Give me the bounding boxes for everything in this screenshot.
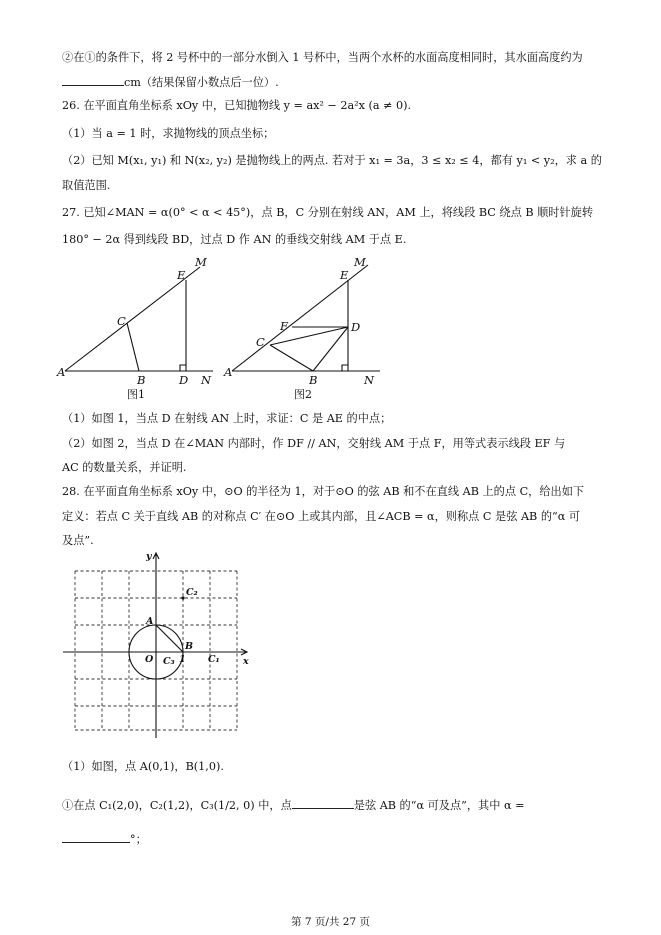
label-o: O [145, 654, 154, 665]
label-b: B [185, 641, 194, 652]
q28-sub1-text-b: 是弦 AB 的“α 可及点”，其中 α = [353, 799, 525, 812]
label-c3: C₃ [163, 656, 175, 667]
q27-figure-1 [55, 253, 225, 403]
answer-blank-alpha[interactable] [62, 830, 130, 843]
q27-stem-cont: 180° − 2α 得到线段 BD，过点 D 作 AN 的垂线交射线 AM 于点 E. [62, 233, 407, 246]
q28-sub1-text-c: °； [130, 833, 147, 846]
label-c: C [256, 335, 265, 349]
q27-stem: 27. 已知∠MAN = α(0° < α < 45°)，点 B，C 分别在射线 AN，AM 上，将线段 BC 绕点 B 顺时针旋转 [62, 206, 594, 219]
label-a: A [57, 365, 66, 379]
page-footer: 第 7 页/共 27 页 [291, 916, 370, 928]
q27-part2: （2）如图 2，当点 D 在∠MAN 内部时，作 DF // AN，交射线 AM 于点 F，用等式表示线段 EF 与 [62, 437, 566, 450]
answer-blank-point[interactable] [292, 796, 354, 809]
q27-part1: （1）如图 1，当点 D 在射线 AN 上时，求证：C 是 AE 的中点； [62, 412, 392, 425]
label-f: F [280, 319, 288, 333]
q28-stem-cont: 定义：若点 C 关于直线 AB 的对称点 C′ 在⊙O 上或其内部，且∠ACB = α，则称点 C 是弦 AB 的“α 可 [62, 510, 581, 523]
fig2-caption: 图2 [294, 388, 312, 401]
q26-stem: 26. 在平面直角坐标系 xOy 中，已知抛物线 y = ax² − 2a²x (a ≠ 0). [62, 99, 412, 112]
label-c1: C₁ [208, 654, 220, 665]
q25-sub2: ②在①的条件下，将 2 号杯中的一部分水倒入 1 号杯中，当两个水杯的水面高度相同时，其水面高度约为 [62, 51, 583, 64]
label-b: B [137, 373, 146, 387]
q28-stem-cont2: 及点”. [62, 534, 94, 547]
label-c: C [117, 314, 126, 328]
q28-sub1-cont [62, 830, 147, 848]
ray-am [65, 267, 200, 371]
label-d: D [179, 373, 189, 387]
label-c2: C₂ [186, 587, 198, 598]
segment-cb [127, 323, 139, 371]
label-e: E [177, 268, 186, 282]
label-a: A [224, 365, 233, 379]
label-m: M [195, 255, 207, 269]
q28-sub1 [62, 796, 524, 814]
q28-sub1-text-a: ①在点 C₁(2,0)，C₂(1,2)，C₃(1/2, 0) 中，点 [62, 799, 292, 812]
label-n: N [364, 373, 375, 387]
label-d: D [351, 320, 361, 334]
label-a: A [146, 616, 154, 627]
q25-unit: cm（结果保留小数点后一位）. [124, 76, 279, 89]
q28-grid-figure [60, 548, 260, 744]
label-e: E [340, 268, 349, 282]
label-b: B [309, 373, 318, 387]
q28-stem: 28. 在平面直角坐标系 xOy 中，⊙O 的半径为 1，对于⊙O 的弦 AB 和不在直线 AB 上的点 C，给出如下 [62, 485, 585, 498]
q25-answer-line [62, 73, 279, 91]
q27-part2-cont: AC 的数量关系，并证明. [62, 461, 187, 474]
right-angle-mark [180, 365, 186, 371]
segment-cb [270, 345, 313, 371]
label-m: M [354, 255, 366, 269]
q27-figure-2 [222, 253, 392, 403]
point-c2 [181, 596, 184, 599]
label-1: 1 [179, 654, 186, 665]
q26-part2-cont: 取值范围. [62, 179, 111, 192]
answer-blank[interactable] [62, 73, 124, 86]
right-angle-mark [342, 365, 348, 371]
q26-part2: （2）已知 M(x₁, y₁) 和 N(x₂, y₂) 是抛物线上的两点. 若对于 x₁ = 3a，3 ≤ x₂ ≤ 4，都有 y₁ < y₂，求 a 的 [62, 154, 602, 167]
label-n: N [201, 373, 212, 387]
q28-part1: （1）如图，点 A(0,1)，B(1,0). [62, 760, 224, 773]
label-x: x [243, 656, 249, 667]
fig1-caption: 图1 [127, 388, 145, 401]
label-y: y [146, 551, 152, 562]
q26-part1: （1）当 a = 1 时，求抛物线的顶点坐标； [62, 127, 275, 140]
